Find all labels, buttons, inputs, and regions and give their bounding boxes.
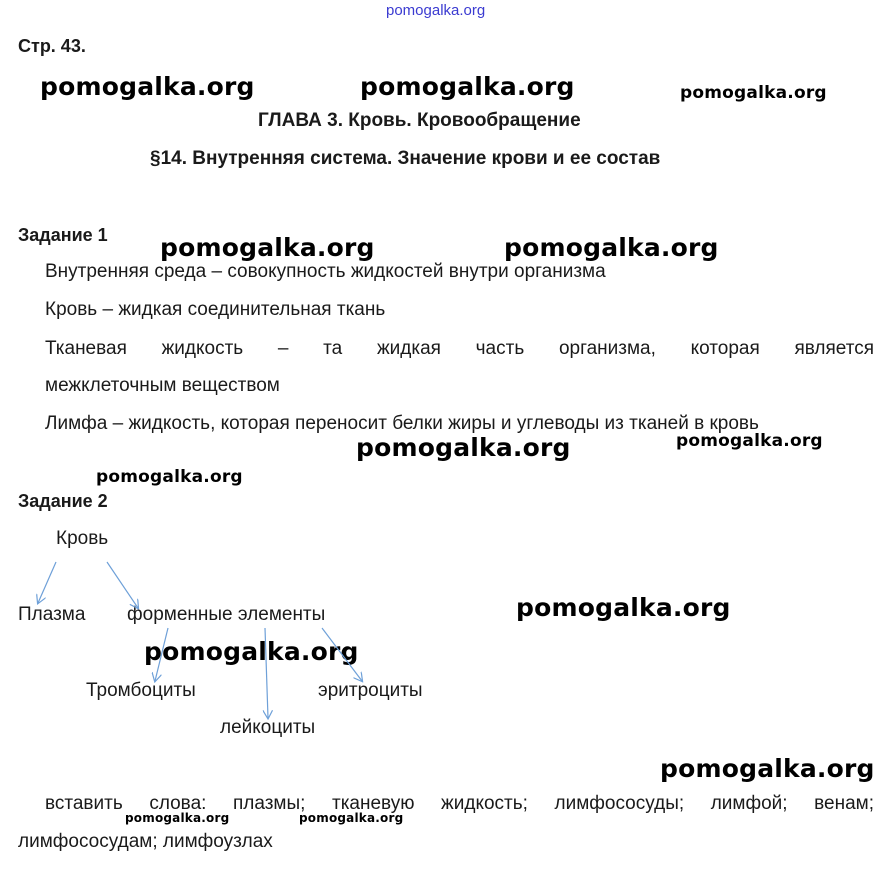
task1-line-internal-environment: Внутренняя среда – совокупность жидкостей внутри организма xyxy=(45,261,606,282)
watermark: pomogalka.org xyxy=(516,593,731,622)
watermark: pomogalka.org xyxy=(660,754,875,783)
watermark: pomogalka.org xyxy=(96,467,243,487)
watermark-top: pomogalka.org xyxy=(386,2,486,19)
watermark: pomogalka.org xyxy=(125,811,230,825)
diagram-node-erythrocytes: эритроциты xyxy=(318,680,423,701)
task1-line-tissue-fluid: Тканевая жидкость – та жидкая часть организма, которая является xyxy=(45,338,874,359)
task1-heading: Задание 1 xyxy=(18,225,108,245)
watermark: pomogalka.org xyxy=(360,72,575,101)
task1-line-blood: Кровь – жидкая соединительная ткань xyxy=(45,299,386,320)
diagram-node-blood: Кровь xyxy=(56,528,109,549)
diagram-node-formed-elements: форменные элементы xyxy=(127,604,326,625)
watermark: pomogalka.org xyxy=(504,233,719,262)
task2-answer-line1: вставить слова: плазмы; тканевую жидкость; лимфососуды; лимфой; венам; xyxy=(45,793,874,814)
section-title: §14. Внутренняя система. Значение крови и ее состав xyxy=(150,148,661,169)
page-label: Стр. 43. xyxy=(18,36,86,56)
diagram-node-leukocytes: лейкоциты xyxy=(220,717,316,738)
task2-heading: Задание 2 xyxy=(18,491,108,511)
watermark: pomogalka.org xyxy=(40,72,255,101)
watermark: pomogalka.org xyxy=(144,637,359,666)
watermark: pomogalka.org xyxy=(680,83,827,103)
arrow-blood-to-plasma xyxy=(38,562,56,603)
task2-answer-line2: лимфососудам; лимфоузлах xyxy=(18,831,273,852)
task1-line-tissue-fluid-cont: межклеточным веществом xyxy=(45,375,280,396)
watermark: pomogalka.org xyxy=(160,233,375,262)
watermark: pomogalka.org xyxy=(299,811,404,825)
task1-line-lymph: Лимфа – жидкость, которая переносит белки жиры и углеводы из тканей в кровь xyxy=(45,413,759,434)
watermark: pomogalka.org xyxy=(356,433,571,462)
watermark: pomogalka.org xyxy=(676,431,823,451)
chapter-title: ГЛАВА 3. Кровь. Кровообращение xyxy=(258,110,581,131)
diagram-node-platelets: Тромбоциты xyxy=(86,680,196,701)
arrow-blood-to-formed xyxy=(107,562,138,608)
diagram-node-plasma: Плазма xyxy=(18,604,86,625)
